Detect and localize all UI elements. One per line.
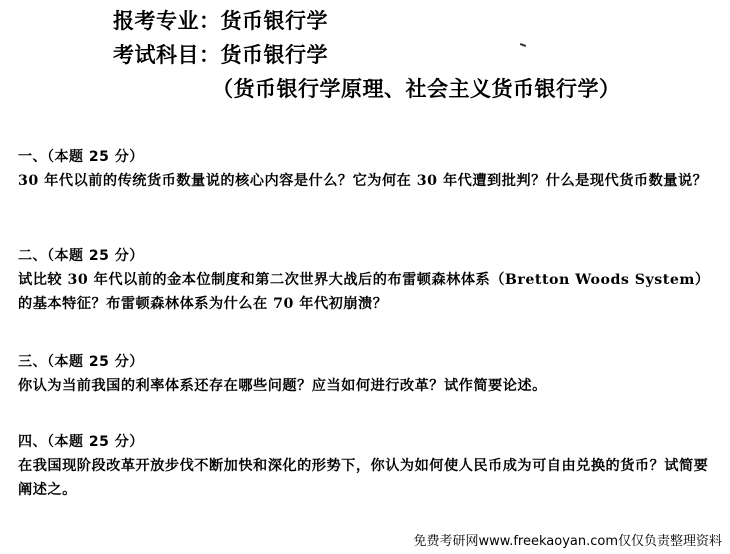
question-1 xyxy=(18,145,718,193)
question-heading: 一、（本题 25 分） xyxy=(18,149,144,165)
question-4 xyxy=(18,430,718,502)
exam-subject: 考试科目：货币银行学 xyxy=(113,43,328,67)
exam-scope: （货币银行学原理、社会主义货币银行学） xyxy=(212,77,621,101)
question-heading: 三、（本题 25 分） xyxy=(18,354,144,370)
watermark-footer: 免费考研网www.freekaoyan.com仅仅负责整理资料 xyxy=(413,534,722,549)
question-2 xyxy=(18,244,718,316)
question-3 xyxy=(18,350,718,398)
question-heading: 二、（本题 25 分） xyxy=(18,248,144,264)
question-text: 在我国现阶段改革开放步伐不断加快和深化的形势下，你认为如何使人民币成为可自由兑换的货币？试简要阐述之。 xyxy=(18,458,709,498)
question-text: 试比较 30 年代以前的金本位制度和第二次世界大战后的布雷顿森林体系（Bretton Woods System）的基本特征？布雷顿森林体系为什么在 70 年代初崩溃？ xyxy=(18,272,710,312)
stray-mark xyxy=(520,43,526,47)
question-heading: 四、（本题 25 分） xyxy=(18,434,144,450)
question-text: 你认为当前我国的利率体系还存在哪些问题？应当如何进行改革？试作简要论述。 xyxy=(18,378,547,394)
question-text: 30 年代以前的传统货币数量说的核心内容是什么？它为何在 30 年代遭到批判？什么是现代货币数量说？ xyxy=(18,173,708,189)
exam-major: 报考专业：货币银行学 xyxy=(113,9,328,33)
